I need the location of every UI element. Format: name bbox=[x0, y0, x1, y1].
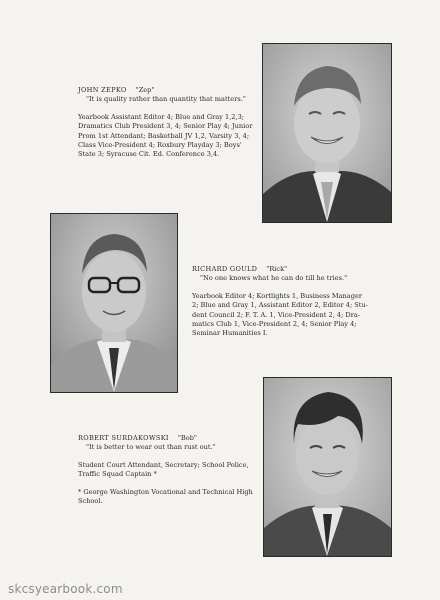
footnote-line: School. bbox=[78, 497, 103, 506]
activity-line: Student Court Attendant, Secretary; School Police, bbox=[78, 460, 249, 469]
student-zepko-text bbox=[78, 86, 256, 160]
activity-line: Dramatics Club President 3, 4; Senior Play 4; Junior bbox=[78, 122, 253, 131]
student-nickname: "Bob" bbox=[177, 434, 197, 442]
student-zepko-photo bbox=[262, 43, 392, 223]
activity-line: Seminar Humanities I. bbox=[192, 329, 268, 338]
activity-line: Traffic Squad Captain * bbox=[78, 470, 157, 479]
student-quote: "No one knows what he can do till he tries." bbox=[200, 274, 348, 283]
activity-line: Class Vice-President 4; Roxbury Playday 3; Boys' bbox=[78, 141, 242, 150]
student-name: RICHARD GOULD bbox=[192, 265, 258, 273]
student-surdakowski-photo bbox=[263, 377, 392, 557]
activity-line: Yearbook Assistant Editor 4; Blue and Gray 1,2,3; bbox=[78, 112, 244, 121]
activity-line: State 3; Syracuse Cit. Ed. Conference 3,4. bbox=[78, 150, 220, 159]
student-nickname: "Rick" bbox=[266, 265, 288, 273]
watermark: skcsyearbook.com bbox=[8, 582, 123, 596]
footnote-line: * George Washington Vocational and Technical High bbox=[78, 487, 253, 496]
student-gould-text bbox=[192, 265, 382, 339]
student-name: ROBERT SURDAKOWSKI bbox=[78, 434, 169, 442]
student-quote: "It is quality rather than quantity that matters." bbox=[86, 95, 246, 104]
activity-line: 2; Blue and Gray 1, Assistant Editor 2, Editor 4; Stu- bbox=[192, 301, 368, 310]
activity-line: Yearbook Editor 4; Kortlights 1, Business Manager bbox=[192, 291, 362, 300]
activity-line: matics Club 1, Vice-President 2, 4; Senior Play 4; bbox=[192, 320, 357, 329]
student-name: JOHN ZEPKO bbox=[78, 86, 127, 94]
student-gould-photo bbox=[50, 213, 178, 393]
student-surdakowski-text bbox=[78, 434, 258, 506]
activity-line: dent Council 2; F. T. A. 1, Vice-President 2, 4; Dra- bbox=[192, 310, 361, 319]
student-quote: "It is better to wear out than rust out." bbox=[86, 443, 216, 452]
student-nickname: "Zep" bbox=[135, 86, 155, 94]
activity-line: Prom 1st Attendant; Basketball JV 1,2, Varsity 3, 4; bbox=[78, 131, 250, 140]
